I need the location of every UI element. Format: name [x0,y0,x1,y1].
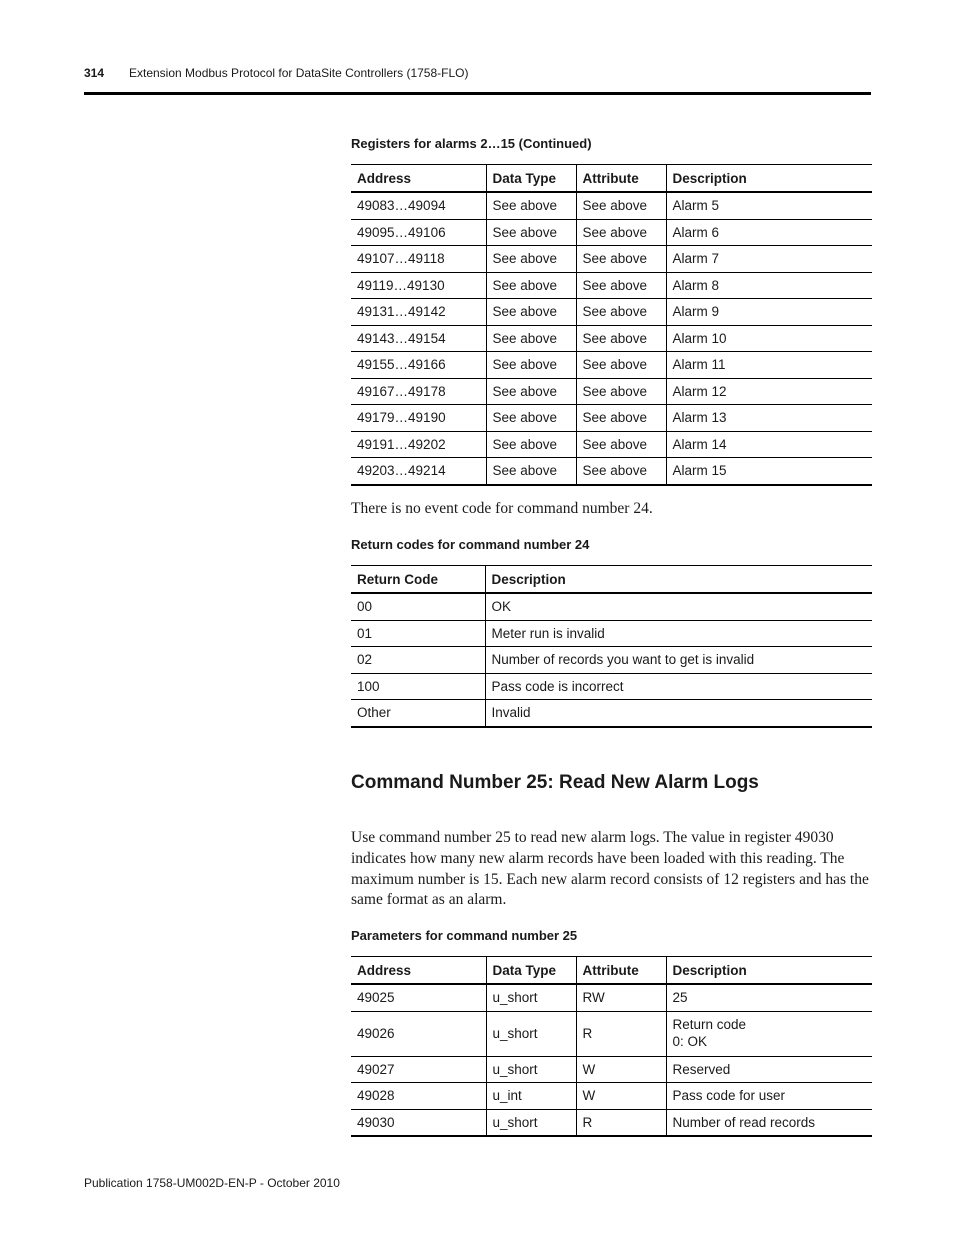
table-row [351,219,872,246]
table-row [351,352,872,379]
table-cell: Alarm 15 [666,458,872,485]
table-row [351,1083,872,1110]
table-cell: Number of read records [666,1109,872,1136]
table-cell: See above [486,378,576,405]
table-cell: Alarm 12 [666,378,872,405]
table-cell: See above [486,458,576,485]
table-cell: See above [576,325,666,352]
table-cell: Alarm 10 [666,325,872,352]
table-cell: Number of records you want to get is invalid [485,647,872,674]
table-cell: See above [576,352,666,379]
table-cell: See above [486,405,576,432]
table-cell: RW [576,984,666,1011]
table-cell: Other [351,700,485,727]
table-header-row [351,957,872,985]
table3-caption: Parameters for command number 25 [351,928,578,943]
table-row [351,700,872,727]
table-cell: See above [576,272,666,299]
table-row [351,325,872,352]
table-cell: See above [576,246,666,273]
table-cell: 01 [351,620,485,647]
section-paragraph: Use command number 25 to read new alarm logs. The value in register 49030 indicates how many new alarm records have been loaded with this reading. The maximum number is 15. Each new alarm record consists of 12 registers and has the same format as an alarm. [351,829,869,909]
column-header: Address [351,957,486,985]
table-cell: 49131…49142 [351,299,486,326]
table-cell: Alarm 9 [666,299,872,326]
table-cell: Meter run is invalid [485,620,872,647]
table-cell: See above [576,431,666,458]
table-row [351,299,872,326]
table-cell: u_short [486,1011,576,1056]
command-25-parameters-table [351,956,872,1137]
table-cell: See above [486,246,576,273]
table-cell: R [576,1011,666,1056]
table-row [351,1056,872,1083]
column-header: Description [666,957,872,985]
table-row [351,1109,872,1136]
table-row [351,647,872,674]
table-row [351,673,872,700]
column-header: Address [351,165,486,193]
table-cell: 49143…49154 [351,325,486,352]
column-header: Attribute [576,165,666,193]
table-cell: See above [486,192,576,219]
table-row [351,192,872,219]
table-cell: 49095…49106 [351,219,486,246]
table-row [351,620,872,647]
table-row [351,1011,872,1056]
table-cell: See above [486,325,576,352]
table-cell: See above [576,299,666,326]
table-cell: Alarm 5 [666,192,872,219]
table-cell: See above [576,192,666,219]
table-cell: Alarm 7 [666,246,872,273]
table-row [351,405,872,432]
column-header: Return Code [351,566,485,594]
table-cell: 49030 [351,1109,486,1136]
return-codes-table [351,565,872,728]
table-cell: 25 [666,984,872,1011]
page-number: 314 [84,66,105,80]
table-cell: Alarm 13 [666,405,872,432]
table-row [351,431,872,458]
table-cell: Pass code for user [666,1083,872,1110]
table-cell: See above [576,378,666,405]
table2-caption: Return codes for command number 24 [351,537,590,552]
running-title: Extension Modbus Protocol for DataSite Controllers (1758-FLO) [129,66,469,80]
table-cell: 49191…49202 [351,431,486,458]
section-heading: Command Number 25: Read New Alarm Logs [351,772,759,793]
table-cell: See above [486,299,576,326]
table-cell: 49107…49118 [351,246,486,273]
table-row [351,272,872,299]
table-cell: 00 [351,593,485,620]
page-header [84,66,871,95]
table-cell: 02 [351,647,485,674]
page-footer: Publication 1758-UM002D-EN-P - October 2010 [84,1176,340,1190]
table-cell: u_short [486,1056,576,1083]
table-cell: Alarm 11 [666,352,872,379]
table-cell: 49028 [351,1083,486,1110]
table-cell: 49179…49190 [351,405,486,432]
table-cell: Pass code is incorrect [485,673,872,700]
table-cell: W [576,1083,666,1110]
table-cell: OK [485,593,872,620]
table-cell: See above [576,219,666,246]
column-header: Data Type [486,957,576,985]
table-cell: Alarm 14 [666,431,872,458]
table-cell: 49119…49130 [351,272,486,299]
alarm-registers-table [351,164,872,486]
table-cell: See above [576,405,666,432]
table-cell: 49203…49214 [351,458,486,485]
table-cell: Alarm 8 [666,272,872,299]
table-row [351,458,872,485]
table-cell: R [576,1109,666,1136]
table-cell: See above [576,458,666,485]
table-cell: 100 [351,673,485,700]
table-cell: u_short [486,1109,576,1136]
table-cell: See above [486,219,576,246]
table-cell: 49025 [351,984,486,1011]
table-cell: See above [486,431,576,458]
table1-caption: Registers for alarms 2…15 (Continued) [351,136,592,151]
table-header-row [351,165,872,193]
table-cell: Return code 0: OK [666,1011,872,1056]
table-cell: W [576,1056,666,1083]
table-cell: 49083…49094 [351,192,486,219]
table-header-row [351,566,872,594]
table-cell: 49167…49178 [351,378,486,405]
table-row [351,593,872,620]
table-row [351,246,872,273]
column-header: Attribute [576,957,666,985]
table-cell: 49027 [351,1056,486,1083]
table-cell: 49155…49166 [351,352,486,379]
table-cell: 49026 [351,1011,486,1056]
table-cell: Alarm 6 [666,219,872,246]
table-cell: Invalid [485,700,872,727]
table-cell: Reserved [666,1056,872,1083]
note-text: There is no event code for command number 24. [351,500,653,517]
table-row [351,984,872,1011]
table-cell: u_int [486,1083,576,1110]
column-header: Data Type [486,165,576,193]
column-header: Description [485,566,872,594]
column-header: Description [666,165,872,193]
table-cell: See above [486,352,576,379]
table-cell: u_short [486,984,576,1011]
table-cell: See above [486,272,576,299]
table-row [351,378,872,405]
